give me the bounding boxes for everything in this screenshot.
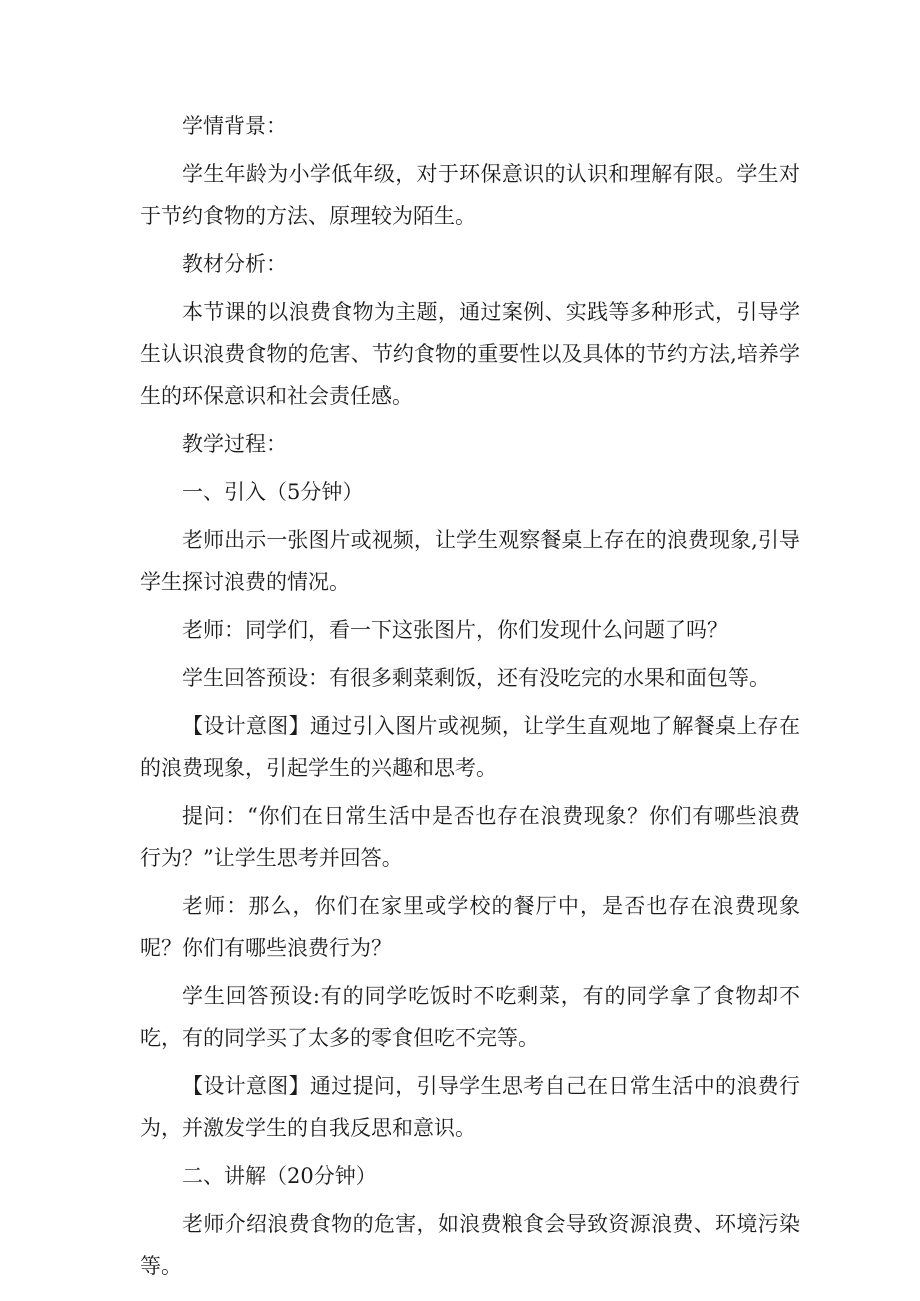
- paragraph-teacher-question-2: 老师：那么，你们在家里或学校的餐厅中，是否也存在浪费现象呢？你们有哪些浪费行为？: [140, 894, 800, 960]
- paragraph-teacher-explains-harm: 老师介绍浪费食物的危害，如浪费粮食会导致资源浪费、环境污染等。: [140, 1212, 800, 1278]
- paragraph-student-answer-1: 学生回答预设：有很多剩菜剩饭，还有没吃完的水果和面包等。: [182, 666, 770, 690]
- subheading-introduction: 一、引入（5分钟）: [182, 480, 364, 504]
- paragraph-design-intent-2: 【设计意图】通过提问，引导学生思考自己在日常生活中的浪费行为，并激发学生的自我反思和意识。: [140, 1074, 800, 1140]
- subheading-explanation: 二、讲解（20分钟）: [182, 1164, 377, 1188]
- paragraph-question-prompt: 提问：“你们在日常生活中是否也存在浪费现象？你们有哪些浪费行为？”让学生思考并回答。: [140, 804, 800, 870]
- paragraph-teacher-question-1: 老师：同学们，看一下这张图片，你们发现什么问题了吗？: [182, 618, 728, 642]
- section-heading-learner-background: 学情背景：: [182, 114, 287, 138]
- paragraph-design-intent-1: 【设计意图】通过引入图片或视频，让学生直观地了解餐桌上存在的浪费现象，引起学生的兴趣和思考。: [140, 714, 800, 780]
- document-body: [140, 105, 800, 1293]
- paragraph-learner-background: 学生年龄为小学低年级，对于环保意识的认识和理解有限。学生对于节约食物的方法、原理较为陌生。: [140, 162, 800, 228]
- section-heading-teaching-process: 教学过程：: [182, 432, 287, 456]
- paragraph-student-answer-2: 学生回答预设:有的同学吃饭时不吃剩菜，有的同学拿了食物却不吃，有的同学买了太多的零食但吃不完等。: [140, 984, 800, 1050]
- paragraph-material-analysis: 本节课的以浪费食物为主题，通过案例、实践等多种形式，引导学生认识浪费食物的危害、节约食物的重要性以及具体的节约方法,培养学生的环保意识和社会责任感。: [140, 300, 800, 408]
- section-heading-material-analysis: 教材分析：: [182, 252, 287, 276]
- paragraph-teacher-shows-picture: 老师出示一张图片或视频，让学生观察餐桌上存在的浪费现象,引导学生探讨浪费的情况。: [140, 528, 800, 594]
